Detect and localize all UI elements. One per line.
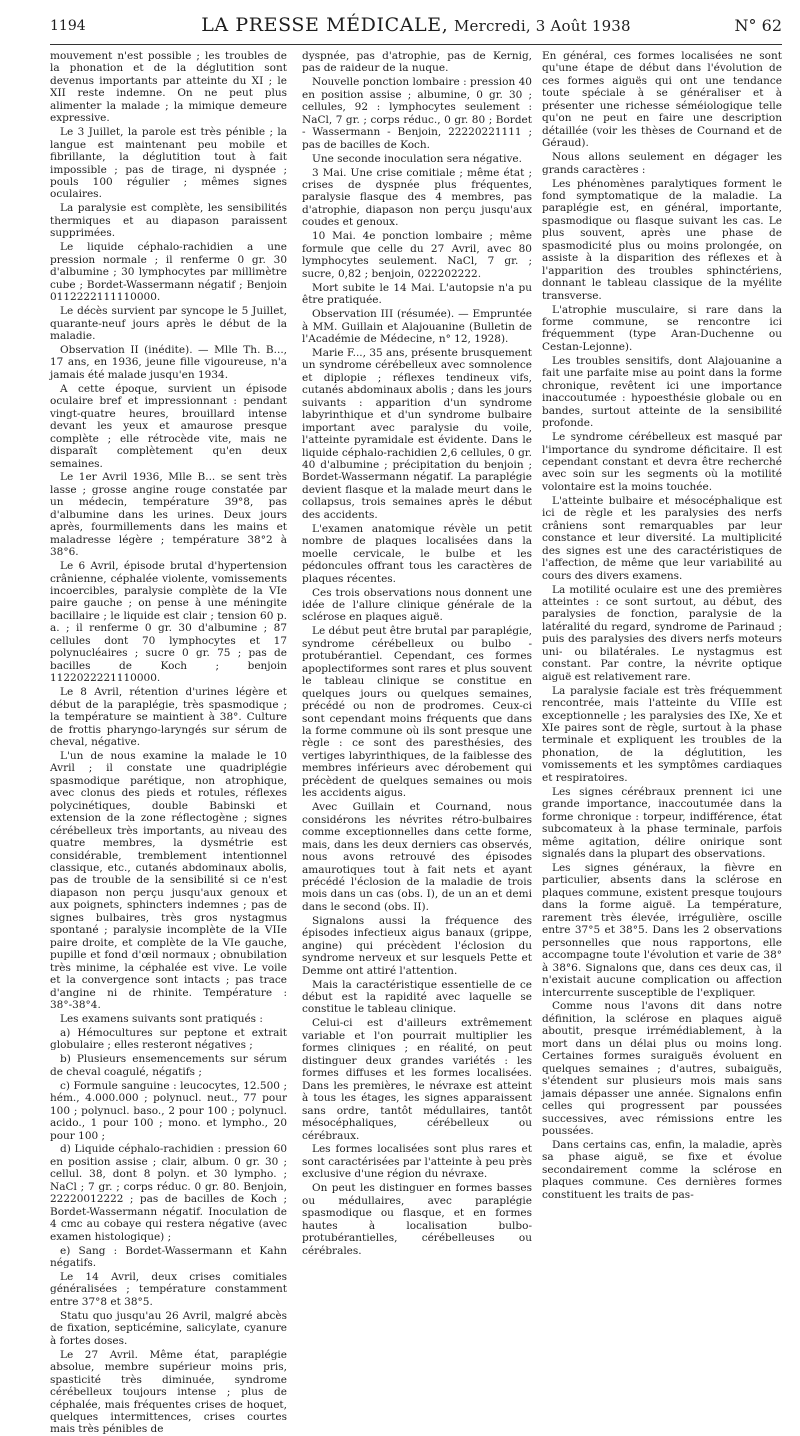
paragraph: La motilité oculaire est une des premières atteintes : ce sont surtout, au début, des paralysies de fonction, paralysie de la latéralité du regard, syndrome de Parinaud ; puis des paralysies des divers nerfs moteurs uni- ou bilatérales. Le nystagmus est constant. Par contre, la névrite optique aiguë est relativement rare.: [542, 583, 782, 683]
paragraph: Observation II (inédite). — Mlle Th. B..., 17 ans, en 1936, jeune fille vigoureuse, n'a jamais été malade jusqu'en 1934.: [50, 343, 287, 381]
article-body: [50, 50, 782, 1436]
paragraph: Le 14 Avril, deux crises comitiales généralisées ; température constamment entre 37°8 et 38°5.: [50, 1271, 287, 1308]
paragraph: Les troubles sensitifs, dont Alajouanine a fait une parfaite mise au point dans la forme chronique, revêtent ici une importance inaccoutumée : hypoesthésie globale ou en bandes, surtout atteinte de la sensibilité profonde.: [542, 354, 782, 430]
paragraph: Le 3 Juillet, la parole est très pénible ; la langue est maintenant peu mobile et fibrillante, la déglutition tout à fait impossible ; pas de tirage, ni dyspnée ; pouls 100 régulier ; mêmes signes oculaires.: [50, 126, 287, 201]
column-middle: [302, 50, 532, 1257]
paragraph: A cette époque, survient un épisode oculaire bref et impressionnant : pendant vingt-quatre heures, brouillard intense devant les yeux et amaurose presque complète ; elle rétrocède vite, mais ne disparaît complètement qu'en deux semaines.: [50, 382, 287, 470]
paragraph: Une seconde inoculation sera négative.: [312, 152, 522, 165]
paragraph: Les formes localisées sont plus rares et sont caractérisées par l'atteinte à peu près exclusive d'une région du névraxe.: [302, 1143, 532, 1181]
paragraph: Nous allons seulement en dégager les grands caractères :: [542, 151, 782, 176]
column-left: [50, 50, 287, 1436]
paragraph: Ces trois observations nous donnent une idée de l'allure clinique générale de la sclérose en plaques aiguë.: [302, 586, 532, 624]
paragraph: Les examens suivants sont pratiqués :: [60, 1012, 263, 1025]
column-right: [542, 50, 782, 1201]
paragraph: Le 27 Avril. Même état, paraplégie absolue, membre supérieur moins pris, spasticité très diminuée, syndrome cérébelleux toujours intense ; plus de céphalée, mais fréquentes crises de hoquet, quelques intermittences, crises courtes mais très pénibles de: [50, 1348, 287, 1436]
paragraph: Le 8 Avril, rétention d'urines légère et début de la paraplégie, très spasmodique ; la température se maintient à 38°. Culture de frottis pharyngo-laryngés sur sérum de cheval, négative.: [50, 686, 287, 748]
paragraph: Les phénomènes paralytiques forment le fond symptomatique de la maladie. La paraplégie est, en général, importante, spasmodique ou flasque suivant les cas. Le plus souvent, après une phase de spasmodicité plus ou moins prolongée, on assiste à la disparition des réflexes et à l'apparition des troubles sphinctériens, donnant le tableau classique de la myélite transverse.: [542, 177, 782, 302]
paragraph: 10 Mai. 4e ponction lombaire ; même formule que celle du 27 Avril, avec 80 lymphocytes seulement. NaCl, 7 gr. ; sucre, 0,82 ; benjoin, 022202222.: [302, 230, 532, 280]
paragraph: L'examen anatomique révèle un petit nombre de plaques localisées dans la moelle cervicale, le bulbe et les pédoncules offrant tous les caractères de plaques récentes.: [302, 522, 532, 585]
paragraph: Avec Guillain et Cournand, nous considérons les névrites rétro-bulbaires comme exceptionnelles dans cette forme, mais, dans les deux derniers cas observés, nous avons retrouvé des épisodes amaurotiques tout à fait nets et ayant précédé l'éclosion de la maladie de trois mois dans un cas (obs. I), de un an et demi dans le second (obs. II).: [302, 801, 532, 913]
paragraph: Le décès survient par syncope le 5 Juillet, quarante-neuf jours après le début de la maladie.: [50, 305, 287, 342]
paragraph: Mort subite le 14 Mai. L'autopsie n'a pu être pratiquée.: [302, 281, 532, 307]
paragraph: Le liquide céphalo-rachidien a une pression normale ; il renferme 0 gr. 30 d'albumine ; 30 lymphocytes par millimètre cube ; Bordet-Wassermann négatif ; Benjoin 0112222111110000.: [50, 241, 287, 304]
paragraph: Les signes cérébraux prennent ici une grande importance, inaccoutumée dans la forme chronique : torpeur, indifférence, état subcomateux à la phase terminale, parfois même agitation, délire onirique sont signalés dans la plupart des observations.: [542, 785, 782, 861]
paragraph: L'un de nous examine la malade le 10 Avril ; il constate une quadriplégie spasmodique parétique, non atrophique, avec clonus des pieds et rotules, réflexes polycinétiques, double Babinski et extension de la zone réflectogène ; signes cérébelleux très importants, au niveau des quatre membres, la dysmétrie est considérable, tremblement intentionnel classique, etc., cutanés abdominaux abolis, pas de trouble de la sensibilité si ce n'est diapason non perçu jusqu'aux genoux et aux poignets, sphincters indemnes ; pas de signes bulbaires, très gros nystagmus spontané ; paralysie incomplète de la VIIe paire droite, et complète de la VIe gauche, pupille et fond d'œil normaux ; obnubilation très minime, la céphalée est vive. Le voile et la convergence sont intacts ; pas trace d'angine ni de rhinite. Température : 38°-38°4.: [50, 749, 287, 1011]
paragraph: Comme nous l'avons dit dans notre définition, la sclérose en plaques aiguë aboutit, presque irrémédiablement, à la mort dans un délai plus ou moins long. Certaines formes suraiguës évoluent en quelques semaines ; d'autres, subaiguës, s'étendent sur plusieurs mois mais sans jamais dépasser une année. Signalons enfin celles qui progressent par poussées successives, avec rémissions entre les poussées.: [542, 1000, 782, 1138]
paragraph: e) Sang : Bordet-Wassermann et Kahn négatifs.: [50, 1244, 287, 1270]
paragraph: d) Liquide céphalo-rachidien : pression 60 en position assise ; clair, album. 0 gr. 30 ; cellul. 38, dont 8 polyn. et 30 lympho. ; NaCl ; 7 gr. ; corps réduc. 0 gr. 80. Benjoin, 22220012222 ; pas de bacilles de Koch ; Bordet-Wassermann négatif. Inoculation de 4 cmc au cobaye qui restera négative (avec examen histologique) ;: [50, 1143, 287, 1243]
paragraph: Signalons aussi la fréquence des épisodes infectieux aigus banaux (grippe, angine) qui précèdent l'éclosion du syndrome nerveux et sur lesquels Pette et Demme ont attiré l'attention.: [302, 914, 532, 977]
paragraph: Observation III (résumée). — Empruntée à MM. Guillain et Alajouanine (Bulletin de l'Académie de Médecine, n° 12, 1928).: [302, 308, 532, 345]
paragraph: a) Hémocultures sur peptone et extrait globulaire ; elles resteront négatives ;: [50, 1026, 287, 1052]
paragraph: L'atrophie musculaire, si rare dans la forme commune, se rencontre ici fréquemment (type Aran-Duchenne ou Cestan-Lejonne).: [542, 303, 782, 353]
paragraph: dyspnée, pas d'atrophie, pas de Kernig, pas de raideur de la nuque.: [302, 50, 532, 75]
issue-number: N° 62: [734, 16, 782, 35]
issue-date: Mercredi, 3 Août 1938: [454, 17, 631, 35]
header-rule: [50, 44, 782, 45]
page-header: [50, 12, 782, 42]
masthead: [50, 14, 782, 36]
paragraph: Marie F..., 35 ans, présente brusquement un syndrome cérébelleux avec somnolence et diplopie ; réflexes tendineux vifs, cutanés abdominaux abolis ; dans les jours suivants : apparition d'un syndrome labyrinthique et d'un syndrome bulbaire important avec paralysie du voile, l'atteinte pyramidale est évidente. Dans le liquide céphalo-rachidien 2,6 cellules, 0 gr. 40 d'albumine ; précipitation du benjoin ; Bordet-Wassermann négatif. La paraplégie devient flasque et la malade meurt dans le collapsus, trois semaines après le début des accidents.: [302, 346, 532, 521]
paragraph: On peut les distinguer en formes basses ou médullaires, avec paraplégie spasmodique ou flasque, et en formes hautes à localisation bulbo-protubérantielles, cérébelleuses ou cérébrales.: [302, 1182, 532, 1257]
paragraph: c) Formule sanguine : leucocytes, 12.500 ; hém., 4.000.000 ; polynucl. neut., 77 pour 100 ; polynucl. baso., 2 pour 100 ; polynucl. acido., 1 pour 100 ; mono. et lympho., 20 pour 100 ;: [50, 1079, 287, 1142]
paragraph: L'atteinte bulbaire et mésocéphalique est ici de règle et les paralysies des nerfs crâniens sont remarquables par leur constance et leur diversité. La multiplicité des signes est une des caractéristiques de l'affection, de même que leur variabilité au cours des divers examens.: [542, 494, 782, 582]
paragraph: Celui-ci est d'ailleurs extrêmement variable et l'on pourrait multiplier les formes cliniques ; en réalité, on peut distinguer deux grandes variétés : les formes diffuses et les formes localisées. Dans les premières, le névraxe est atteint à tous les étages, les signes apparaissent sans ordre, tantôt médullaires, tantôt mésocéphaliques, cérébelleux ou cérébraux.: [302, 1017, 532, 1142]
paragraph: Dans certains cas, enfin, la maladie, après sa phase aiguë, se fixe et évolue secondairement comme la sclérose en plaques commune. Ces dernières formes constituent les traits de pas-: [542, 1138, 782, 1201]
paragraph: Le 1er Avril 1936, Mlle B... se sent très lasse ; grosse angine rouge constatée par un médecin, température 39°8, pas d'albumine dans les urines. Deux jours après, fourmillements dans les mains et maladresse légère ; température 38°2 à 38°6.: [50, 471, 287, 559]
paragraph: b) Plusieurs ensemencements sur sérum de cheval coagulé, négatifs ;: [50, 1053, 287, 1078]
paragraph: Le syndrome cérébelleux est masqué par l'importance du syndrome déficitaire. Il est cependant constant et devra être recherché avec soin sur les segments où la motilité volontaire est la moins touchée.: [542, 431, 782, 493]
paragraph: Les signes généraux, la fièvre en particulier, absents dans la sclérose en plaques commune, existent presque toujours dans la forme aiguë. La température, rarement très élevée, irrégulière, oscille entre 37°5 et 38°5. Dans les 2 observations personnelles que nous rapportons, elle accompagne toute l'évolution et varie de 38° à 38°6. Signalons que, dans ces deux cas, il n'existait aucune complication ou affection intercurrente susceptible de l'expliquer.: [542, 862, 782, 999]
paragraph: En général, ces formes localisées ne sont qu'une étape de début dans l'évolution de ces formes aiguës qui ont une tendance toute spéciale à se généraliser et à présenter une richesse séméiologique telle qu'on ne peut en faire une description détaillée (voir les thèses de Cournand et de Géraud).: [542, 50, 782, 150]
page-number: 1194: [50, 18, 86, 34]
paragraph: 3 Mai. Une crise comitiale ; même état ; crises de dyspnée plus fréquentes, paralysie flasque des 4 membres, pas d'atrophie, diapason non perçu jusqu'aux coudes et genoux.: [302, 166, 532, 229]
paragraph: Statu quo jusqu'au 26 Avril, malgré abcès de fixation, septicémine, salicylate, cyanure à fortes doses.: [50, 1309, 287, 1347]
paragraph: Le 6 Avril, épisode brutal d'hypertension crânienne, céphalée violente, vomissements incoercibles, paralysie complète de la VIe paire gauche ; on pense à une méningite bacillaire ; le liquide est clair ; tension 60 p. a. ; il renferme 0 gr. 30 d'albumine ; 87 cellules dont 70 lymphocytes et 17 polynucléaires ; sucre 0 gr. 75 ; pas de bacilles de Koch ; benjoin 1122022221110000.: [50, 560, 287, 685]
paragraph: Nouvelle ponction lombaire : pression 40 en position assise ; albumine, 0 gr. 30 ; cellules, 92 : lymphocytes seulement : NaCl, 7 gr. ; corps réduc., 0 gr. 80 ; Bordet - Wassermann - Benjoin, 22220221111 ; pas de bacilles de Koch.: [302, 76, 532, 151]
paragraph: La paralysie faciale est très fréquemment rencontrée, mais l'atteinte du VIIIe est exceptionnelle ; les paralysies des IXe, Xe et XIe paires sont de règle, surtout à la phase terminale et expliquent les troubles de la phonation, de la déglutition, les vomissements et les symptômes cardiaques et respiratoires.: [542, 684, 782, 784]
paragraph: La paralysie est complète, les sensibilités thermiques et au diapason paraissent supprimées.: [50, 202, 287, 240]
paragraph: Le début peut être brutal par paraplégie, syndrome cérébelleux ou bulbo - protubérantiel. Cependant, ces formes apoplectiformes sont rares et plus souvent le tableau clinique se constitue en quelques jours ou quelques semaines, précédé ou non de prodromes. Ceux-ci sont cependant moins fréquents que dans la forme commune où ils sont presque une règle : ce sont des paresthésies, des vertiges labyrinthiques, de la faiblesse des membres inférieurs avec dérobement qui précèdent de quelques semaines ou mois les accidents aigus.: [302, 625, 532, 800]
journal-name: LA PRESSE MÉDICALE,: [201, 14, 449, 36]
paragraph: Mais la caractéristique essentielle de ce début est la rapidité avec laquelle se constitue le tableau clinique.: [302, 978, 532, 1016]
paragraph: mouvement n'est possible ; les troubles de la phonation et de la déglutition sont devenus importants par atteinte du XI ; le XII reste indemne. On ne peut plus alimenter la malade ; la mimique demeure expressive.: [50, 50, 287, 125]
